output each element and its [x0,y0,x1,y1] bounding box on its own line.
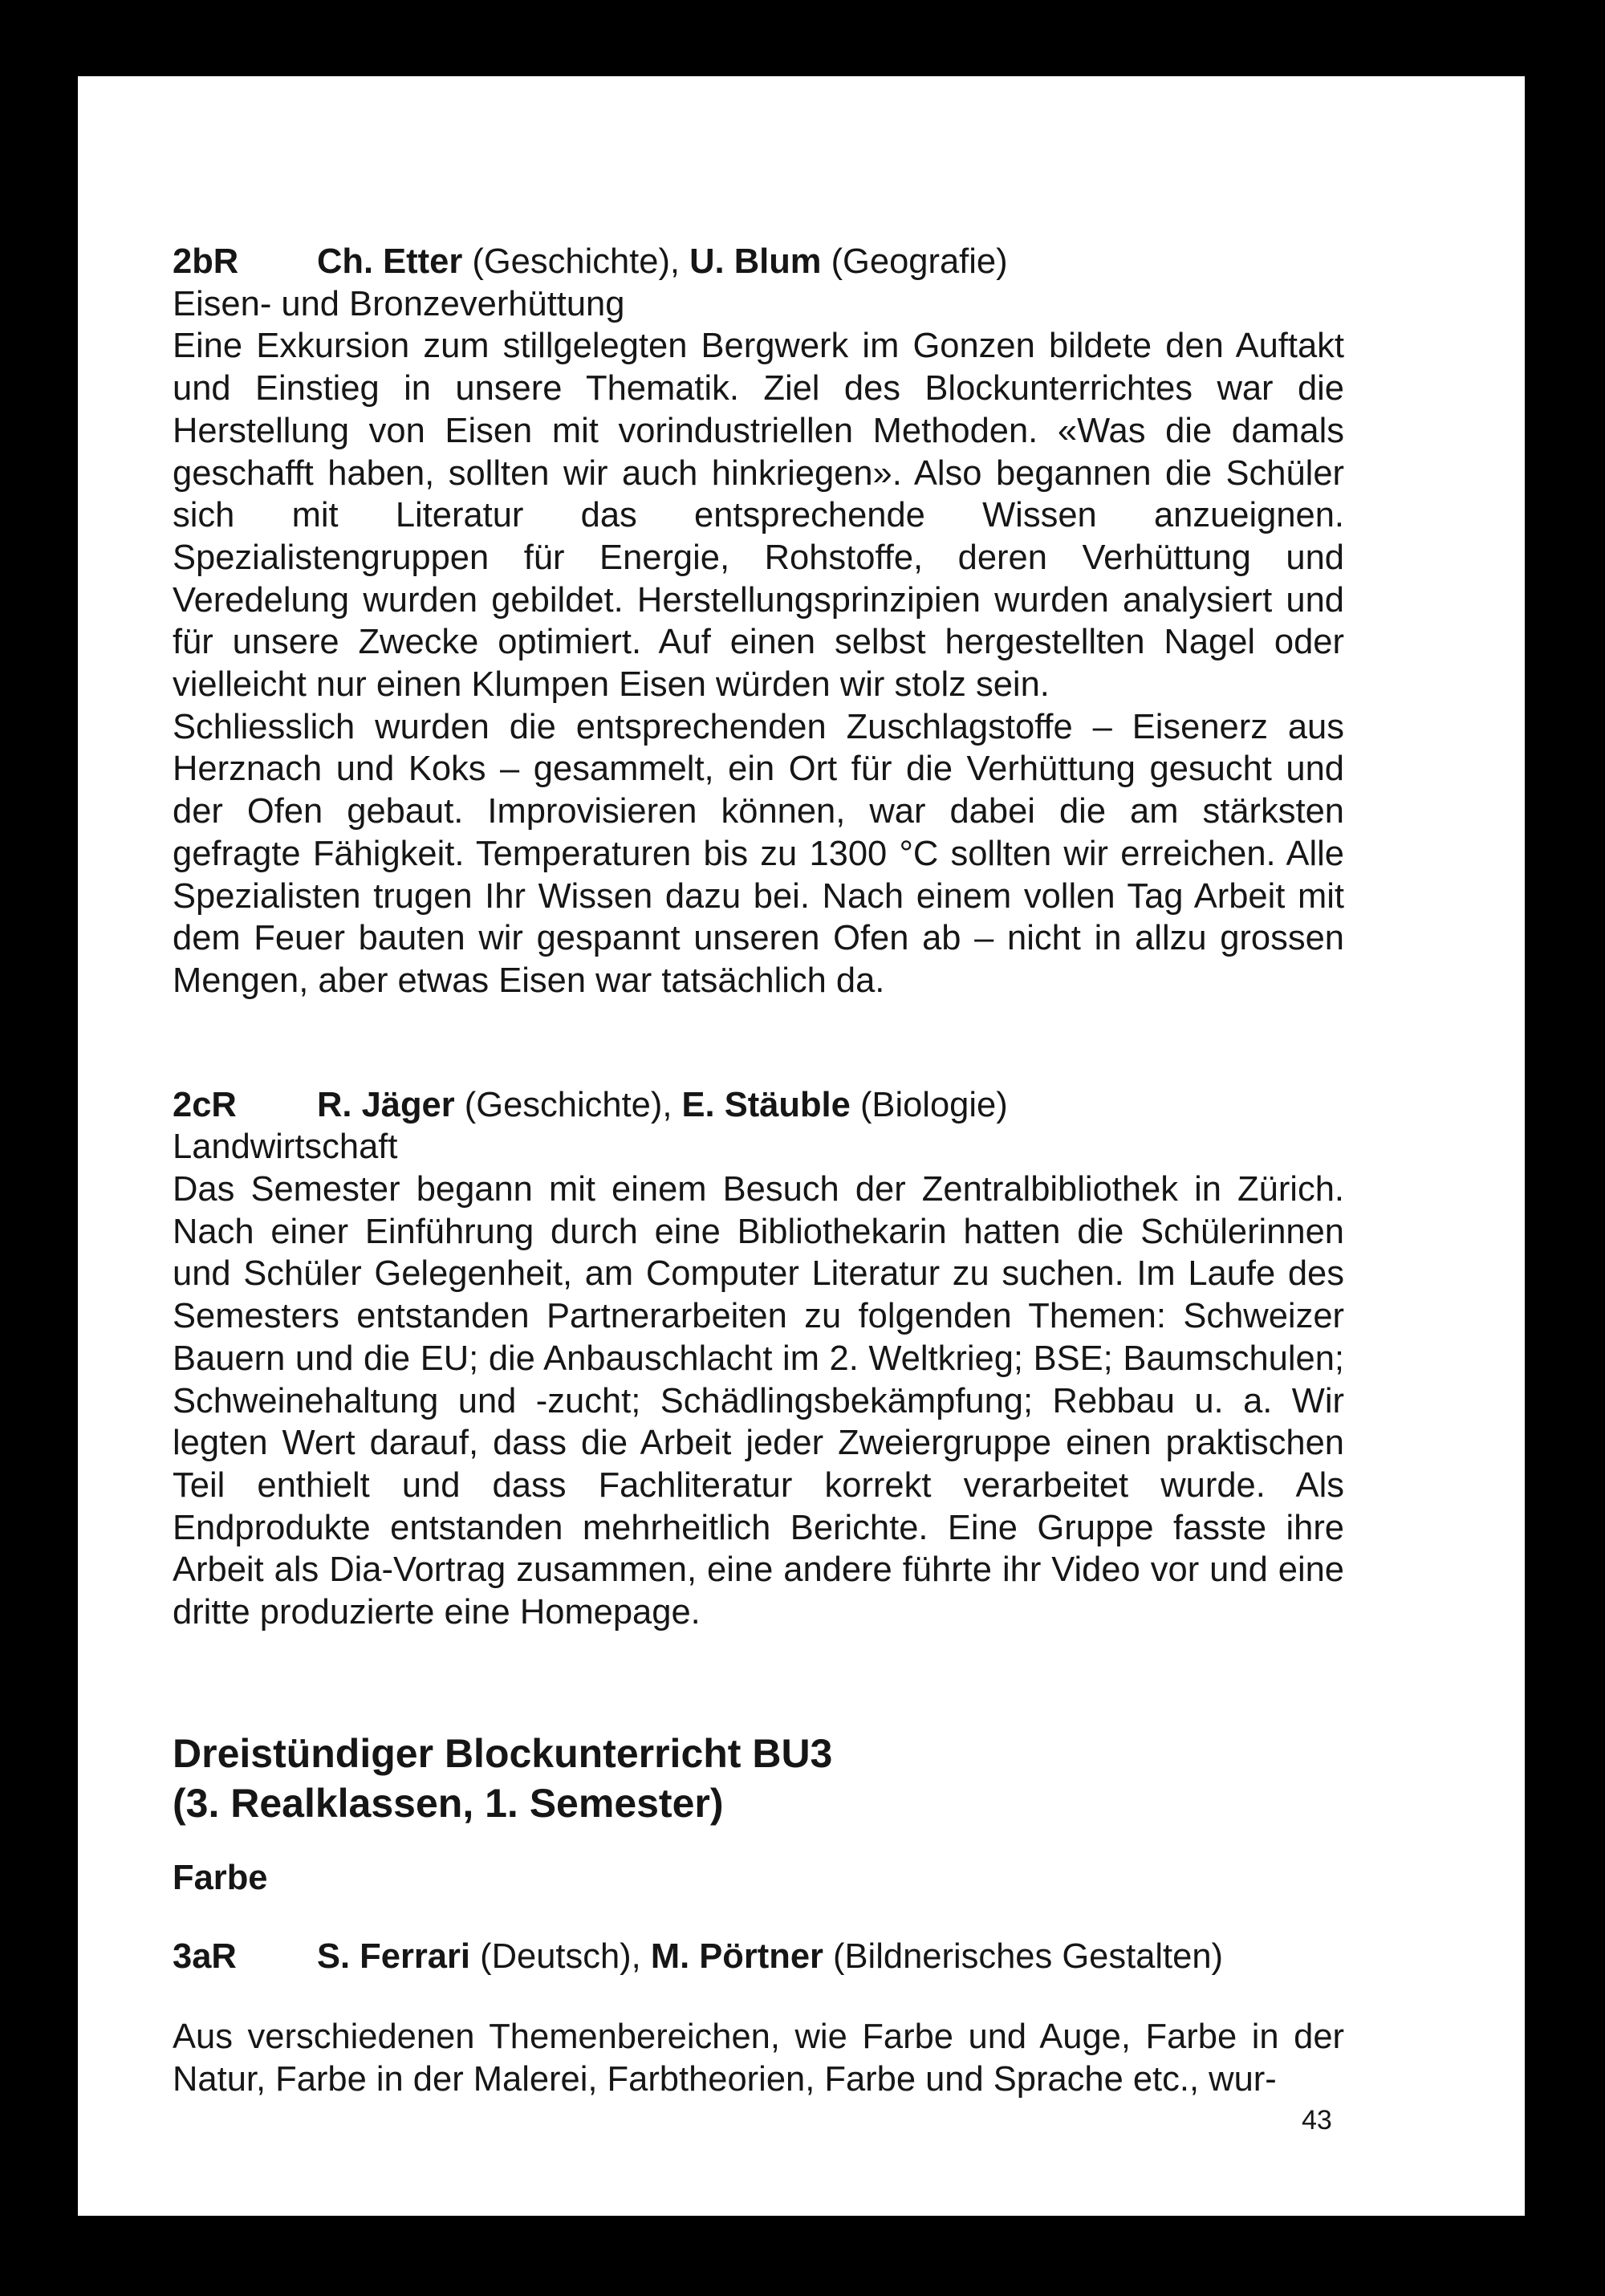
section-heading [173,1936,1344,1978]
section-2bR [173,241,1344,1002]
section-3aR [173,1936,1344,2101]
teacher-name: E. Stäuble [681,1085,851,1124]
teachers [317,1084,1008,1127]
teacher-name: S. Ferrari [317,1936,471,1976]
section-heading [173,1084,1344,1127]
teacher-subject: (Biologie) [859,1085,1008,1124]
teacher-name: U. Blum [689,242,822,281]
teacher-name: M. Pörtner [650,1936,823,1976]
body-paragraph: Eine Exkursion zum stillgelegten Bergwerk im Gonzen bildete den Auftakt und Einstieg in unsere Thematik. Ziel des Blockunterrichtes war die Herstellung von Eisen mit vorindustriellen Methoden. «Was die damals geschafft haben, sollten wir auch hinkriegen». Also begannen die Schüler sich mit Literatur das entsprechende Wissen anzueignen. Spezialistengruppen für Energie, Rohstoffe, deren Verhüttung und Veredelung wurden gebildet. Herstellungsprinzipien wurden analysiert und für unsere Zwecke optimiert. Auf einen selbst hergestellten Nagel oder vielleicht nur einen Klumpen Eisen würden wir stolz sein. [173,327,1344,705]
teacher-subject: (Geschichte), [472,242,681,281]
teachers [317,1936,1223,1978]
section-topic: Landwirtschaft [173,1128,398,1167]
teacher-name: R. Jäger [317,1085,455,1124]
block-heading [173,1729,1344,1828]
teacher-subject: (Bildnerisches Gestalten) [833,1936,1224,1976]
page-content [173,241,1344,2101]
class-code: 3aR [173,1936,237,1976]
teacher-subject: (Geografie) [831,242,1008,281]
block-title-line: Dreistündiger Blockunterricht BU3 [173,1730,833,1776]
teacher-subject: (Geschichte), [464,1085,672,1124]
section-topic: Eisen- und Bronzeverhüttung [173,284,625,323]
body-paragraph: Das Semester begann mit einem Besuch der Zentralbibliothek in Zürich. Nach einer Einführung durch eine Bibliothekarin hatten die Schülerinnen und Schüler Gelegenheit, am Computer Literatur zu suchen. Im Laufe des Semesters entstanden Partnerarbeiten zu folgenden Themen: Schweizer Bauern und die EU; die Anbauschlacht im 2. Weltkrieg; BSE; Baumschulen; Schweinehaltung und -zucht; Schädlingsbekämpfung; Rebbau u. a. Wir legten Wert darauf, dass die Arbeit jeder Zweiergruppe einen praktischen Teil enthielt und dass Fachliteratur korrekt verarbeitet wurde. Als Endprodukte entstanden mehrheitlich Berichte. Eine Gruppe fasste ihre Arbeit als Dia-Vortrag zusammen, eine andere führte ihr Video vor und eine dritte produzierte eine Homepage. [173,1170,1344,1632]
body-paragraph: Aus verschiedenen Themenbereichen, wie Farbe und Auge, Farbe in der Natur, Farbe in der Malerei, Farbtheorien, Farbe und Sprache etc., wur- [173,2018,1344,2099]
class-code: 2bR [173,242,239,281]
teachers [317,241,1008,283]
class-code: 2cR [173,1085,237,1124]
teacher-subject: (Deutsch), [480,1936,641,1976]
teacher-name: Ch. Etter [317,242,463,281]
section-2cR [173,1084,1344,1634]
page-number: 43 [1302,2105,1332,2135]
body-paragraph: Schliesslich wurden die entsprechenden Zuschlagstoffe – Eisenerz aus Herznach und Koks – gesammelt, ein Ort für die Verhüttung gesucht und der Ofen gebaut. Improvisieren können, war dabei die am stärksten gefragte Fähigkeit. Temperaturen bis zu 1300 °C sollten wir erreichen. Alle Spezialisten trugen Ihr Wissen dazu bei. Nach einem vollen Tag Arbeit mit dem Feuer bauten wir gespannt unseren Ofen ab – nicht in allzu grossen Mengen, aber etwas Eisen war tatsächlich da. [173,707,1344,1000]
section-heading [173,241,1344,283]
block-title-line: (3. Realklassen, 1. Semester) [173,1780,724,1826]
document-page [78,76,1525,2216]
block-subtitle: Farbe [173,1858,268,1897]
